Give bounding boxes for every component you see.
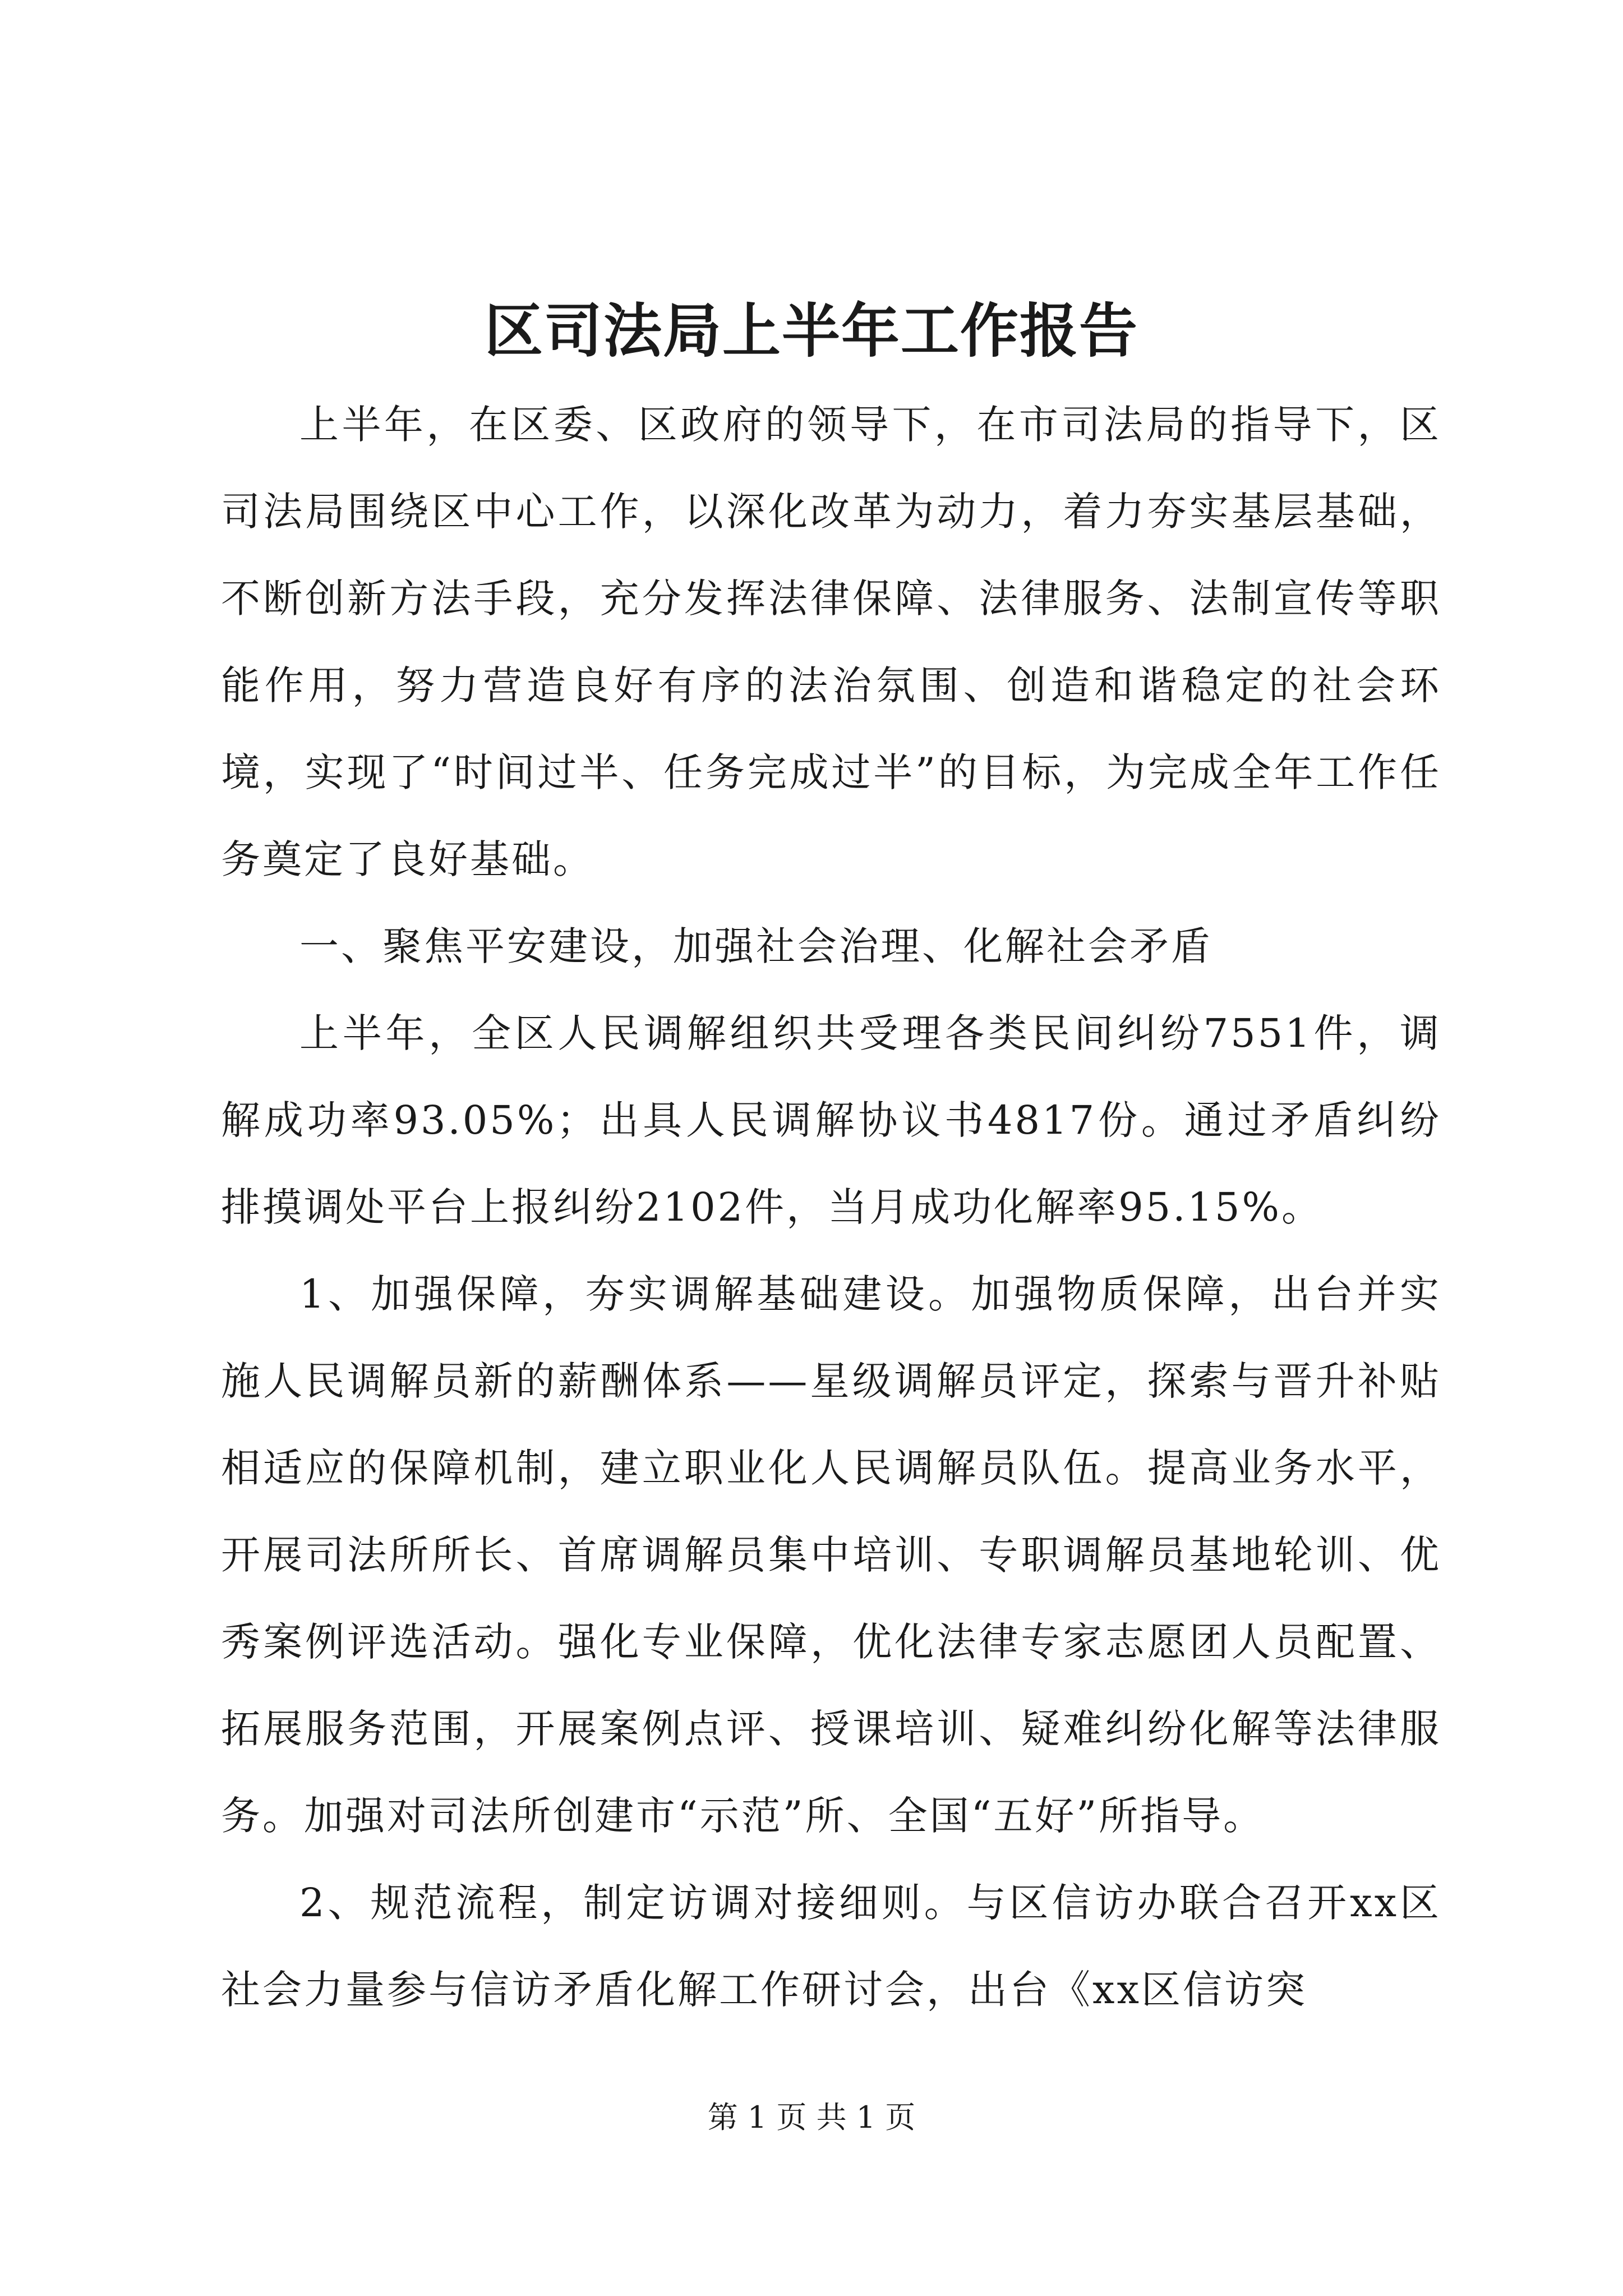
item-1-paragraph: 1、加强保障，夯实调解基础建设。加强物质保障，出台并实施人民调解员新的薪酬体系——星级调解员评定，探索与晋升补贴相适应的保障机制，建立职业化人民调解员队伍。提高业务水平，开展司法所所长、首席调解员集中培训、专职调解员基地轮训、优秀案例评选活动。强化专业保障，优化法律专家志愿团人员配置、拓展服务范围，开展案例点评、授课培训、疑难纠纷化解等法律服务。加强对司法所创建市“示范”所、全国“五好”所指导。 xyxy=(221,1271,1441,1839)
document-title: 区司法局上半年工作报告 xyxy=(484,296,1138,365)
page-number: 第 1 页 共 1 页 xyxy=(707,2100,916,2135)
item-2-paragraph: 2、规范流程，制定访调对接细则。与区信访办联合召开xx区社会力量参与信访矛盾化解工作研讨会，出台《xx区信访突 xyxy=(221,1880,1441,2013)
section-heading-1: 一、聚焦平安建设，加强社会治理、化解社会矛盾 xyxy=(299,923,1212,969)
intro-paragraph: 上半年，在区委、区政府的领导下，在市司法局的指导下，区司法局围绕区中心工作，以深化改革为动力，着力夯实基层基础，不断创新方法手段，充分发挥法律保障、法律服务、法制宣传等职能作用，努力营造良好有序的法治氛围、创造和谐稳定的社会环境，实现了“时间过半、任务完成过半”的目标，为完成全年工作任务奠定了良好基础。 xyxy=(221,402,1441,882)
document-body xyxy=(221,381,1441,2033)
statistics-paragraph: 上半年，全区人民调解组织共受理各类民间纠纷7551件，调解成功率93.05%；出具人民调解协议书4817份。通过矛盾纠纷排摸调处平台上报纠纷2102件，当月成功化解率95.15%。 xyxy=(221,1010,1441,1230)
